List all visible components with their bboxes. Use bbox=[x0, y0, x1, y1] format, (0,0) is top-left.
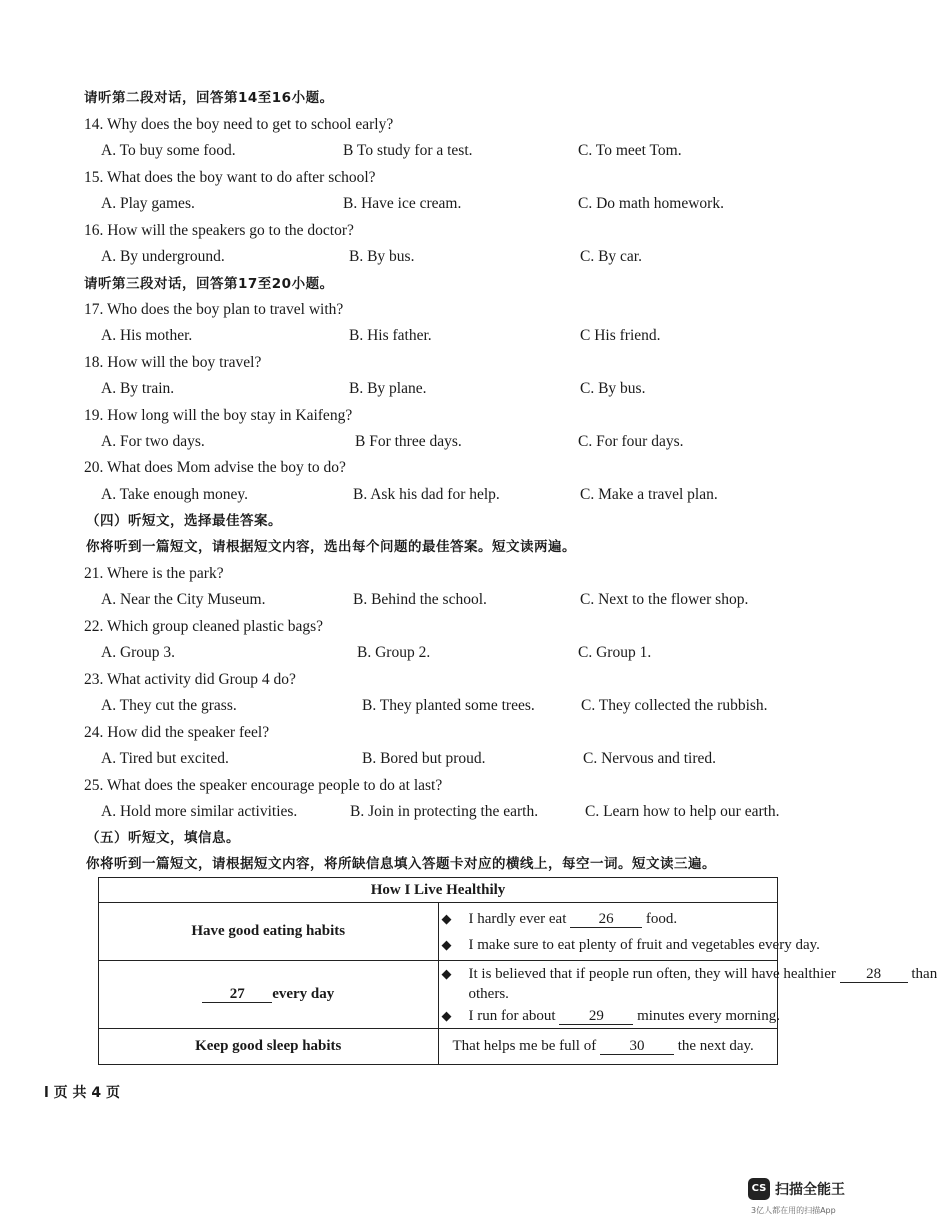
blank-30[interactable]: 30 bbox=[600, 1038, 674, 1055]
option-19c: C. For four days. bbox=[578, 433, 684, 450]
option-14a: A. To buy some food. bbox=[101, 142, 236, 159]
blank-29[interactable]: 29 bbox=[559, 1008, 633, 1025]
option-21b: B. Behind the school. bbox=[353, 591, 487, 608]
row3-label: Keep good sleep habits bbox=[99, 1029, 439, 1065]
question-17: 17. Who does the boy plan to travel with? bbox=[84, 301, 344, 318]
question-19: 19. How long will the boy stay in Kaifeng? bbox=[84, 407, 353, 424]
bullet-icon: ◆ bbox=[441, 936, 452, 952]
option-19b: B For three days. bbox=[355, 433, 462, 450]
blank-28[interactable]: 28 bbox=[840, 966, 908, 983]
option-16c: C. By car. bbox=[580, 248, 642, 265]
option-23b: B. They planted some trees. bbox=[362, 697, 535, 714]
option-14b: B To study for a test. bbox=[343, 142, 473, 159]
page-footer: l 页 共 4 页 bbox=[44, 1085, 121, 1101]
blank-26[interactable]: 26 bbox=[570, 911, 642, 928]
bullet-icon: ◆ bbox=[441, 910, 452, 926]
option-15b: B. Have ice cream. bbox=[343, 195, 462, 212]
question-23: 23. What activity did Group 4 do? bbox=[84, 671, 296, 688]
row2-content bbox=[438, 961, 937, 1029]
question-16: 16. How will the speakers go to the doctor? bbox=[84, 222, 354, 239]
option-20a: A. Take enough money. bbox=[101, 486, 248, 503]
option-18b: B. By plane. bbox=[349, 380, 427, 397]
question-15: 15. What does the boy want to do after school? bbox=[84, 169, 376, 186]
row2-label-post: every day bbox=[272, 986, 335, 1002]
option-22a: A. Group 3. bbox=[101, 644, 176, 661]
option-17b: B. His father. bbox=[349, 327, 432, 344]
option-14c: C. To meet Tom. bbox=[578, 142, 682, 159]
row3-text-pre: That helps me be full of bbox=[452, 1038, 597, 1054]
question-14: 14. Why does the boy need to get to school early? bbox=[84, 116, 394, 133]
row1-text-post: food. bbox=[645, 910, 678, 927]
section2-instruction: 请听第二段对话，回答第14至16小题。 bbox=[84, 90, 334, 106]
question-21: 21. Where is the park? bbox=[84, 565, 224, 582]
row2-line1 bbox=[439, 964, 937, 984]
option-24a: A. Tired but excited. bbox=[101, 750, 229, 767]
part5-instruction: 你将听到一篇短文，请根据短文内容，将所缺信息填入答题卡对应的横线上，每空一词。短文读三遍。 bbox=[86, 856, 716, 872]
row3-text-post: the next day. bbox=[677, 1038, 754, 1054]
row1-line1 bbox=[439, 909, 778, 929]
watermark-tagline: 3亿人都在用的扫描App bbox=[751, 1206, 836, 1215]
option-22c: C. Group 1. bbox=[578, 644, 652, 661]
option-25a: A. Hold more similar activities. bbox=[101, 803, 298, 820]
option-18c: C. By bus. bbox=[580, 380, 646, 397]
question-18: 18. How will the boy travel? bbox=[84, 354, 262, 371]
camscanner-logo-icon: CS bbox=[748, 1178, 770, 1200]
option-17a: A. His mother. bbox=[101, 327, 193, 344]
bullet-icon: ◆ bbox=[441, 965, 452, 981]
option-15a: A. Play games. bbox=[101, 195, 195, 212]
blank-27[interactable]: 27 bbox=[202, 986, 272, 1003]
row2-line1-cont: others. bbox=[468, 985, 509, 1002]
row2-line2-post: minutes every morning. bbox=[637, 1007, 780, 1024]
row2-text-post: than bbox=[911, 965, 937, 982]
bullet-icon: ◆ bbox=[441, 1007, 452, 1023]
info-table bbox=[98, 877, 937, 1065]
option-25c: C. Learn how to help our earth. bbox=[585, 803, 780, 820]
question-20: 20. What does Mom advise the boy to do? bbox=[84, 459, 346, 476]
option-23a: A. They cut the grass. bbox=[101, 697, 237, 714]
option-22b: B. Group 2. bbox=[357, 644, 431, 661]
option-24b: B. Bored but proud. bbox=[362, 750, 486, 767]
question-22: 22. Which group cleaned plastic bags? bbox=[84, 618, 324, 635]
row1-line2-text: I make sure to eat plenty of fruit and vegetables every day. bbox=[468, 936, 820, 953]
watermark-name: 扫描全能王 bbox=[775, 1182, 845, 1198]
option-21a: A. Near the City Museum. bbox=[101, 591, 266, 608]
option-24c: C. Nervous and tired. bbox=[583, 750, 717, 767]
table-title: How I Live Healthily bbox=[99, 878, 778, 903]
row2-text-pre: It is believed that if people run often, they will have healthier bbox=[468, 965, 836, 982]
option-21c: C. Next to the flower shop. bbox=[580, 591, 749, 608]
option-25b: B. Join in protecting the earth. bbox=[350, 803, 539, 820]
option-16b: B. By bus. bbox=[349, 248, 415, 265]
option-16a: A. By underground. bbox=[101, 248, 225, 265]
scanner-watermark bbox=[748, 1178, 858, 1222]
option-17c: C His friend. bbox=[580, 327, 661, 344]
option-20b: B. Ask his dad for help. bbox=[353, 486, 500, 503]
part4-instruction: 你将听到一篇短文，请根据短文内容，选出每个问题的最佳答案。短文读两遍。 bbox=[86, 539, 576, 555]
part4-title: （四）听短文，选择最佳答案。 bbox=[86, 513, 282, 529]
option-20c: C. Make a travel plan. bbox=[580, 486, 718, 503]
row3-content bbox=[438, 1029, 778, 1065]
question-24: 24. How did the speaker feel? bbox=[84, 724, 270, 741]
row1-content bbox=[438, 903, 820, 961]
option-18a: A. By train. bbox=[101, 380, 175, 397]
option-15c: C. Do math homework. bbox=[578, 195, 724, 212]
row1-text-pre: I hardly ever eat bbox=[468, 910, 567, 927]
section3-instruction: 请听第三段对话，回答第17至20小题。 bbox=[84, 276, 334, 292]
row2-label bbox=[99, 961, 439, 1029]
row1-line2 bbox=[439, 935, 820, 955]
question-25: 25. What does the speaker encourage people to do at last? bbox=[84, 777, 443, 794]
option-19a: A. For two days. bbox=[101, 433, 205, 450]
part5-title: （五）听短文，填信息。 bbox=[86, 830, 240, 846]
row2-line2 bbox=[439, 1006, 778, 1026]
row1-label: Have good eating habits bbox=[99, 903, 439, 961]
row2-line2-pre: I run for about bbox=[468, 1007, 556, 1024]
option-23c: C. They collected the rubbish. bbox=[581, 697, 768, 714]
